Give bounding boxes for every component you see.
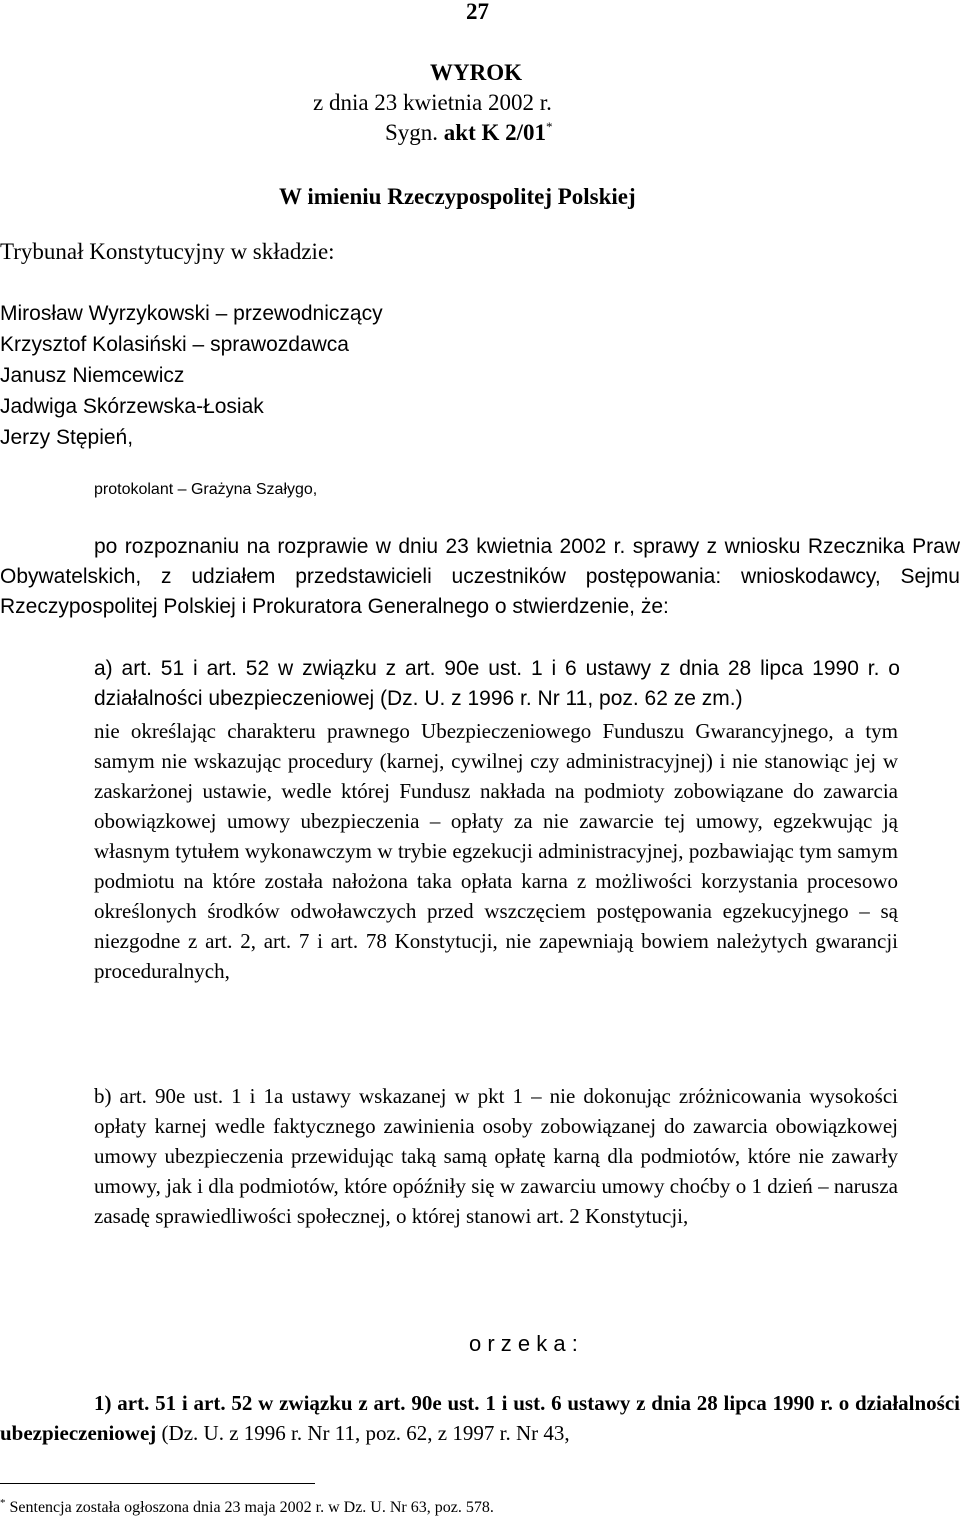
signature-prefix: Sygn. (385, 120, 439, 145)
point-a-text: a) art. 51 i art. 52 w związku z art. 90e ust. 1 i 6 ustawy z dnia 28 lipca 1990 r. o działalności ubezpieczeniowej (Dz. U. z 1996 r. Nr 11, poz. 62 ze zm.) (94, 657, 900, 710)
case-signature (385, 118, 553, 148)
point-b-text: b) art. 90e ust. 1 i 1a ustawy wskazanej w pkt 1 – nie dokonując zróżnicowania wysokości opłaty karnej wedle faktycznego zawinienia osoby zobowiązanej do zawarcia obowiązkowej umowy ubezpieczenia przewidując taką samą opłatę karną dla podmiotów, które nie zawarły umowy, jak i dla podmiotów, które opóźniły się w zawarciu umowy choćby o 1 dzień – narusza zasadę sprawiedliwości społecznej, o której stanowi art. 2 Konstytucji, (94, 1084, 898, 1228)
footnote-marker: * (546, 119, 553, 134)
orzeka-heading: o r z e k a : (469, 1331, 578, 1356)
page-number: 27 (466, 0, 489, 24)
footnote-text: Sentencja została ogłoszona dnia 23 maja 2002 r. w Dz. U. Nr 63, poz. 578. (9, 1499, 494, 1516)
point-a-body-text: nie określając charakteru prawnego Ubezpieczeniowego Funduszu Gwarancyjnego, a tym samym nie wskazując procedury (karnej, cywilnej czy administracyjnej) i nie stanowiąc jej w zaskarżonej ustawie, wedle której Fundusz nakłada na podmioty zobowiązane do zawarcia obowiązkowej umowy ubezpieczenia – opłaty za nie zawarcie tej umowy, egzekwując ją własnym tytułem wykonawczym w trybie egzekucji administracyjnej, pozbawiając tym samym podmiotu na które została nałożona taka opłata karna z możliwości korzystania procesowo określonych środków odwoławczych przed wszczęciem postępowania egzekucyjnego – są niezgodne z art. 2, art. 7 i art. 78 Konstytucji, nie zapewniają bowiem należytych gwarancji proceduralnych, (94, 719, 898, 983)
point-a-body (94, 716, 898, 986)
panel-member: Janusz Niemcewicz (0, 364, 185, 387)
ruling-1-bold: 1) art. 51 i art. 52 w związku z art. 90e ust. 1 i ust. 6 ustawy z dnia 28 lipca 1990 r. o działalności ubezpieczeniowej (0, 1391, 960, 1445)
panel-member: Jerzy Stępień, (0, 426, 134, 449)
document-title: WYROK (430, 60, 522, 85)
intro-paragraph (0, 532, 960, 622)
clerk-line: protokolant – Grażyna Szałygo, (94, 481, 318, 498)
panel-member: Krzysztof Kolasiński – sprawozdawca (0, 333, 349, 356)
footnote-divider (0, 1483, 315, 1484)
point-b (94, 1081, 898, 1231)
ruling-1 (0, 1388, 960, 1448)
panel-heading: Trybunał Konstytucyjny w składzie: (0, 239, 335, 264)
point-a-heading (94, 654, 900, 714)
footnote (0, 1497, 494, 1519)
intro-text: po rozpoznaniu na rozprawie w dniu 23 kwietnia 2002 r. sprawy z wniosku Rzecznika Praw Obywatelskich, z udziałem przedstawicieli uczestników postępowania: wnioskodawcy, Sejmu Rzeczypospolitej Polskiej i Prokuratora Generalnego o stwierdzenie, że: (0, 535, 960, 618)
ruling-1-text (0, 1388, 960, 1448)
ruling-1-rest: (Dz. U. z 1996 r. Nr 11, poz. 62, z 1997 r. Nr 43, (156, 1421, 570, 1445)
signature-number: akt K 2/01 (443, 120, 547, 145)
in-the-name-heading: W imieniu Rzeczypospolitej Polskiej (279, 184, 636, 209)
panel-member: Jadwiga Skórzewska-Łosiak (0, 395, 264, 418)
judgment-date: z dnia 23 kwietnia 2002 r. (313, 90, 552, 115)
panel-member: Mirosław Wyrzykowski – przewodniczący (0, 302, 383, 325)
footnote-marker: * (0, 1497, 6, 1509)
panel-members (0, 298, 383, 453)
